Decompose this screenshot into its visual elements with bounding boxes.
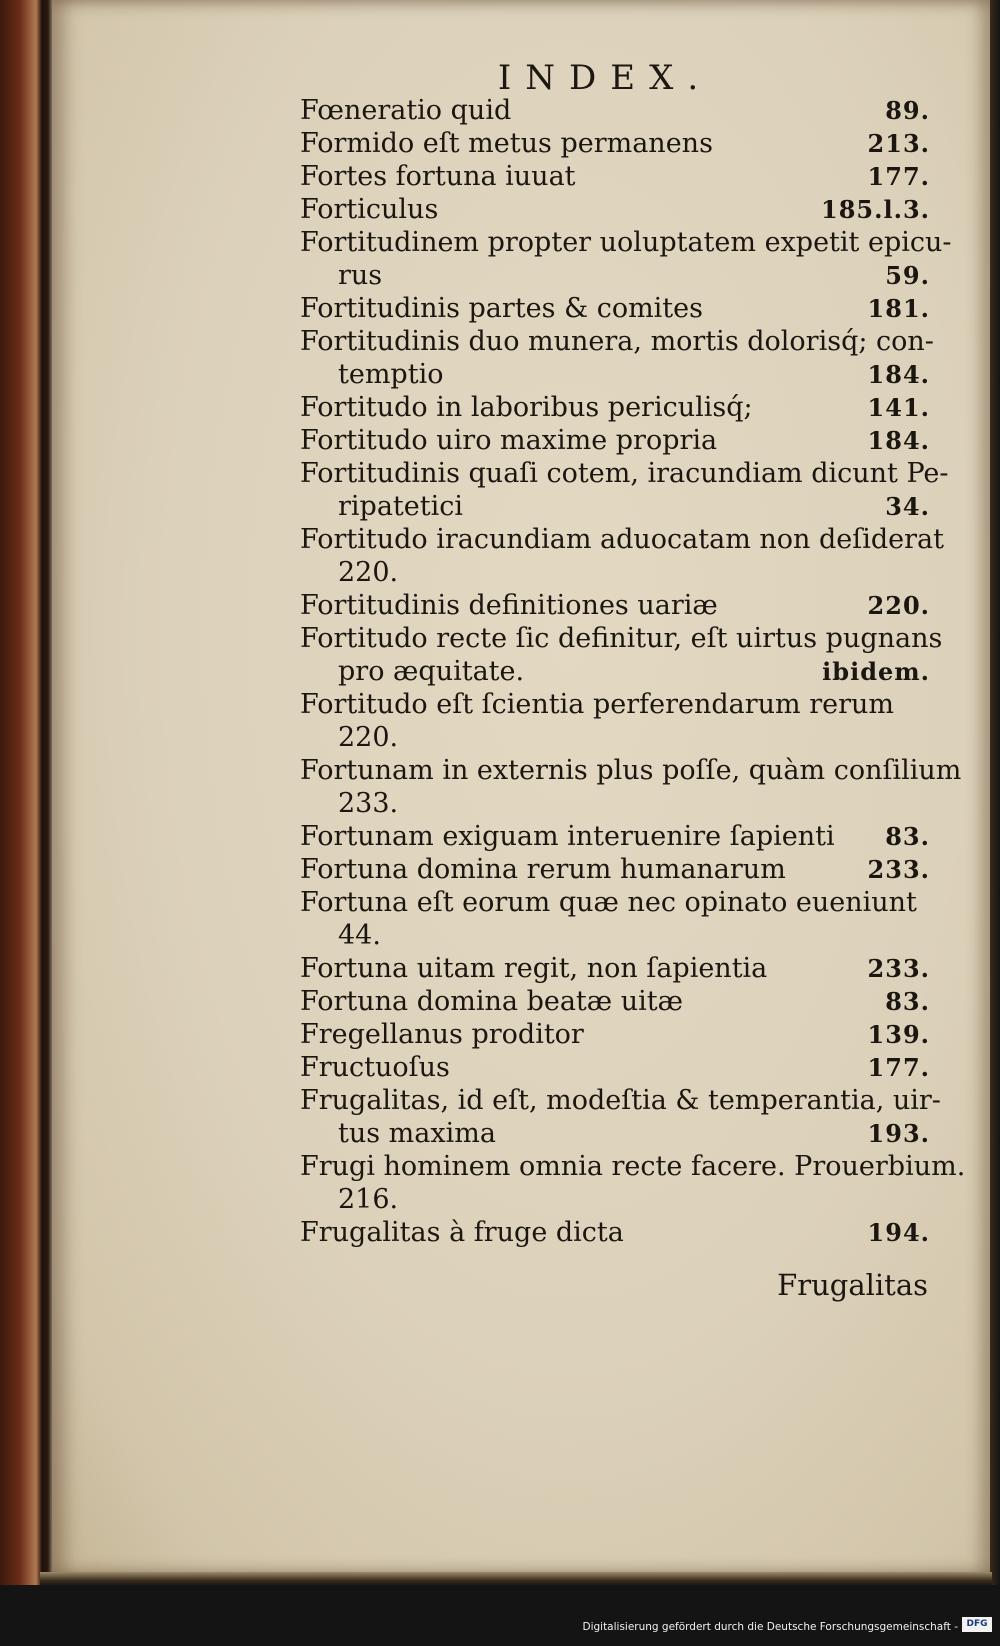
index-entry	[300, 886, 930, 952]
entry-line	[300, 523, 945, 556]
entry-line	[300, 589, 930, 622]
entry-line	[300, 1150, 966, 1183]
index-entry	[300, 160, 930, 193]
entry-line	[300, 457, 949, 490]
index-entry	[300, 226, 952, 292]
entry-text: Fortitudinis quaſi cotem, iracundiam dicunt Pe-	[300, 458, 949, 489]
index-entry	[300, 292, 930, 325]
entry-line	[300, 1051, 930, 1084]
entry-continuation-line	[300, 1117, 930, 1150]
entry-page-number: 233.	[867, 954, 930, 983]
entry-text: Fortitudo uiro maxime propria	[300, 425, 718, 456]
entry-continuation-line	[300, 358, 930, 391]
index-entry	[300, 820, 930, 853]
entry-line	[300, 886, 930, 919]
entry-page-number: 220.	[867, 591, 930, 620]
entry-text: Frugalitas à fruge dicta	[300, 1217, 624, 1248]
entry-text: 44.	[338, 920, 381, 951]
entry-text: Frugalitas, id eſt, modeſtia & temperantia, uir-	[300, 1085, 941, 1116]
entry-line	[300, 622, 943, 655]
entry-line	[300, 754, 962, 787]
entry-line	[300, 1018, 930, 1051]
entry-line	[300, 853, 930, 886]
entry-text: rus	[338, 260, 383, 291]
entry-page-number: 89.	[885, 96, 930, 125]
entry-continuation-line	[300, 259, 930, 292]
entry-text: Fortunam exiguam interuenire ſapienti	[300, 821, 835, 852]
index-entry	[300, 127, 930, 160]
index-entry	[300, 424, 930, 457]
catchword: Frugalitas	[777, 1268, 928, 1302]
entry-line	[300, 1216, 930, 1249]
entry-line	[300, 160, 930, 193]
index-entry	[300, 1018, 930, 1051]
entry-line	[300, 391, 930, 424]
entry-page-number: 184.	[867, 426, 930, 455]
entry-text: Fortitudo eſt ſcientia perferendarum rerum	[300, 689, 895, 720]
footer-funding-text: Digitalisierung gefördert durch die Deutsche Forschungsgemeinschaft -	[582, 1621, 958, 1633]
entry-text: Fortitudo recte ſic definitur, eſt uirtus pugnans	[300, 623, 943, 654]
entry-line	[300, 292, 930, 325]
entry-text: Frugi hominem omnia recte facere. Prouerbium.	[300, 1151, 966, 1182]
entry-text: temptio	[338, 359, 444, 390]
entry-text: Fœneratio quid	[300, 95, 512, 126]
entry-text: Fortuna domina beatæ uitæ	[300, 986, 683, 1017]
index-entry	[300, 1150, 966, 1216]
entry-page-number: 83.	[885, 987, 930, 1016]
entry-text: 233.	[338, 788, 399, 819]
index-entries	[300, 94, 966, 1249]
entry-line	[300, 1084, 941, 1117]
entry-text: Fortes fortuna iuuat	[300, 161, 576, 192]
entry-page-number: 233.	[867, 855, 930, 884]
entry-text: Fortitudinis definitiones uariæ	[300, 590, 718, 621]
index-entry	[300, 985, 930, 1018]
entry-continuation-line	[300, 1183, 930, 1216]
entry-continuation-line	[300, 556, 930, 589]
dfg-logo-badge: DFG	[962, 1617, 992, 1632]
index-entry	[300, 622, 943, 688]
entry-text: Fortitudinis duo munera, mortis dolorisq́; con-	[300, 326, 934, 357]
entry-text: Fortuna eſt eorum quæ nec opinato eueniunt	[300, 887, 917, 918]
index-entry	[300, 853, 930, 886]
entry-continuation-line	[300, 490, 930, 523]
index-entry	[300, 589, 930, 622]
entry-page-number: 141.	[867, 393, 930, 422]
entry-line	[300, 820, 930, 853]
index-entry	[300, 1216, 930, 1249]
entry-line	[300, 193, 930, 226]
entry-continuation-line	[300, 721, 930, 754]
entry-line	[300, 985, 930, 1018]
entry-page-number: 177.	[867, 1053, 930, 1082]
entry-line	[300, 688, 930, 721]
entry-page-number: 184.	[867, 360, 930, 389]
entry-text: Fructuoſus	[300, 1052, 450, 1083]
entry-continuation-line	[300, 787, 930, 820]
entry-page-number: 34.	[885, 492, 930, 521]
entry-continuation-line	[300, 655, 930, 688]
entry-text: Fortitudinis partes & comites	[300, 293, 703, 324]
entry-text: 216.	[338, 1184, 399, 1215]
page-header: INDEX.	[497, 58, 713, 98]
entry-line	[300, 226, 952, 259]
entry-text: pro æquitate.	[338, 656, 525, 687]
entry-page-number: 59.	[885, 261, 930, 290]
entry-line	[300, 424, 930, 457]
index-entry	[300, 457, 949, 523]
entry-line	[300, 94, 930, 127]
entry-text: Forticulus	[300, 194, 439, 225]
entry-text: Fortitudo iracundiam aduocatam non deſiderat	[300, 524, 945, 555]
index-entry	[300, 193, 930, 226]
index-entry	[300, 1051, 930, 1084]
entry-page-number: 185.l.3.	[821, 195, 930, 224]
entry-page-number: 139.	[867, 1020, 930, 1049]
entry-line	[300, 127, 930, 160]
entry-page-number: ibidem.	[822, 657, 930, 686]
entry-text: 220.	[338, 722, 399, 753]
entry-text: Fortuna uitam regit, non ſapientia	[300, 953, 768, 984]
entry-line	[300, 325, 934, 358]
entry-text: Fortuna domina rerum humanarum	[300, 854, 786, 885]
index-entry	[300, 1084, 941, 1150]
index-entry	[300, 688, 930, 754]
index-entry	[300, 391, 930, 424]
entry-page-number: 193.	[867, 1119, 930, 1148]
entry-text: Fortunam in externis plus poſſe, quàm conſilium	[300, 755, 962, 786]
entry-continuation-line	[300, 919, 930, 952]
entry-text: Fortitudo in laboribus periculisq́;	[300, 392, 753, 423]
index-entry	[300, 952, 930, 985]
entry-text: 220.	[338, 557, 399, 588]
index-entry	[300, 523, 945, 589]
entry-text: Fregellanus proditor	[300, 1019, 584, 1050]
entry-page-number: 83.	[885, 822, 930, 851]
entry-text: tus maxima	[338, 1118, 496, 1149]
page-bottom-edge	[40, 1572, 992, 1586]
entry-page-number: 177.	[867, 162, 930, 191]
index-entry	[300, 754, 962, 820]
index-entry	[300, 94, 930, 127]
index-entry	[300, 325, 934, 391]
entry-text: Fortitudinem propter uoluptatem expetit epicu-	[300, 227, 952, 258]
entry-text: Formido eſt metus permanens	[300, 128, 713, 159]
entry-page-number: 213.	[867, 129, 930, 158]
entry-line	[300, 952, 930, 985]
entry-page-number: 194.	[867, 1218, 930, 1247]
entry-page-number: 181.	[867, 294, 930, 323]
entry-text: ripatetici	[338, 491, 463, 522]
